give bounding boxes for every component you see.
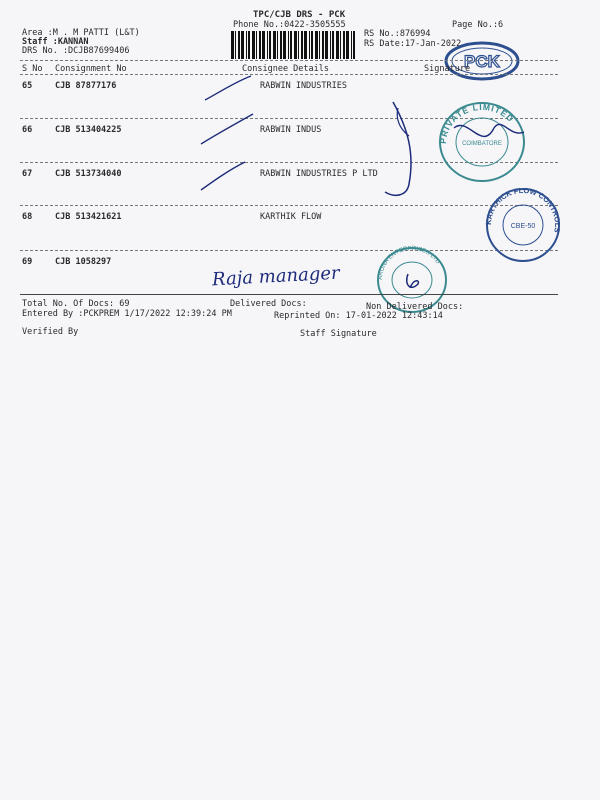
handwritten-receiver-name: Raja manager [211, 262, 341, 291]
stamp-code-text: CBE-50 [510, 223, 536, 230]
area-label: Area :M . M PATTI (L&T) [22, 28, 140, 38]
stamp-arc-text: PRIVATE LIMITED [437, 101, 517, 145]
page-number: Page No.:6 [452, 20, 504, 30]
karthik-flow-stamp [483, 185, 563, 265]
stamp-city-text: COIMBATORE [462, 141, 502, 147]
pck-stamp-text: PCK [464, 52, 500, 71]
row-divider [20, 250, 558, 251]
stamp-arc-text: ARUNA ENTERPRISES LTD [377, 245, 441, 281]
row-serial: 67 [22, 169, 33, 179]
row-consignee: KARTHIK FLOW [260, 212, 322, 222]
row-serial: 69 [22, 257, 33, 267]
barcode [231, 31, 359, 59]
total-docs: Total No. Of Docs: 69 [22, 299, 130, 309]
column-consignment: Consignment No [55, 64, 127, 74]
row-consignment: CJB 1058297 [55, 257, 112, 267]
pck-stamp [443, 40, 521, 82]
company-round-stamp [434, 98, 530, 184]
row-serial: 66 [22, 125, 33, 135]
handwritten-slash-marks [195, 72, 425, 202]
drs-number: DRS No. :DCJB87699406 [22, 46, 130, 56]
entered-by: Entered By :PCKPREM 1/17/2022 12:39:24 PM [22, 309, 232, 319]
column-signature: Signature [424, 64, 471, 74]
verified-by: Verified By [22, 327, 79, 337]
reprinted-on: Reprinted On: 17-01-2022 12:43:14 [274, 311, 443, 321]
delivered-docs: Delivered Docs: [230, 299, 307, 309]
row-consignee: RABWIN INDUSTRIES P LTD [260, 169, 378, 179]
document-title: TPC/CJB DRS - PCK [253, 10, 346, 20]
non-delivered-docs: Non Delivered Docs: [366, 302, 464, 312]
row-consignee: RABWIN INDUSTRIES [260, 81, 347, 91]
row-serial: 68 [22, 212, 33, 222]
column-s-no: S No [22, 64, 43, 74]
staff-signature: Staff Signature [300, 329, 377, 339]
row-consignment: CJB 513421621 [55, 212, 122, 222]
row-consignee: RABWIN INDUS [260, 125, 322, 135]
rs-date: RS Date:17-Jan-2022 [364, 39, 462, 49]
row-consignment: CJB 513404225 [55, 125, 122, 135]
row-consignment: CJB 513734040 [55, 169, 122, 179]
staff-label: Staff :KANNAN [22, 37, 89, 47]
rs-number: RS No.:876994 [364, 29, 431, 39]
row-divider [20, 205, 558, 206]
header-divider-top [20, 60, 558, 61]
stamp-arc-text: KARTHICK FLOW CONTROLS [483, 185, 563, 234]
phone-number: Phone No.:0422-3505555 [233, 20, 346, 30]
footer-divider [20, 294, 558, 295]
svg-text:PRIVATE LIMITED [438, 102, 516, 144]
row-consignment: CJB 87877176 [55, 81, 117, 91]
row-serial: 65 [22, 81, 33, 91]
column-consignee: Consignee Details [242, 64, 329, 74]
